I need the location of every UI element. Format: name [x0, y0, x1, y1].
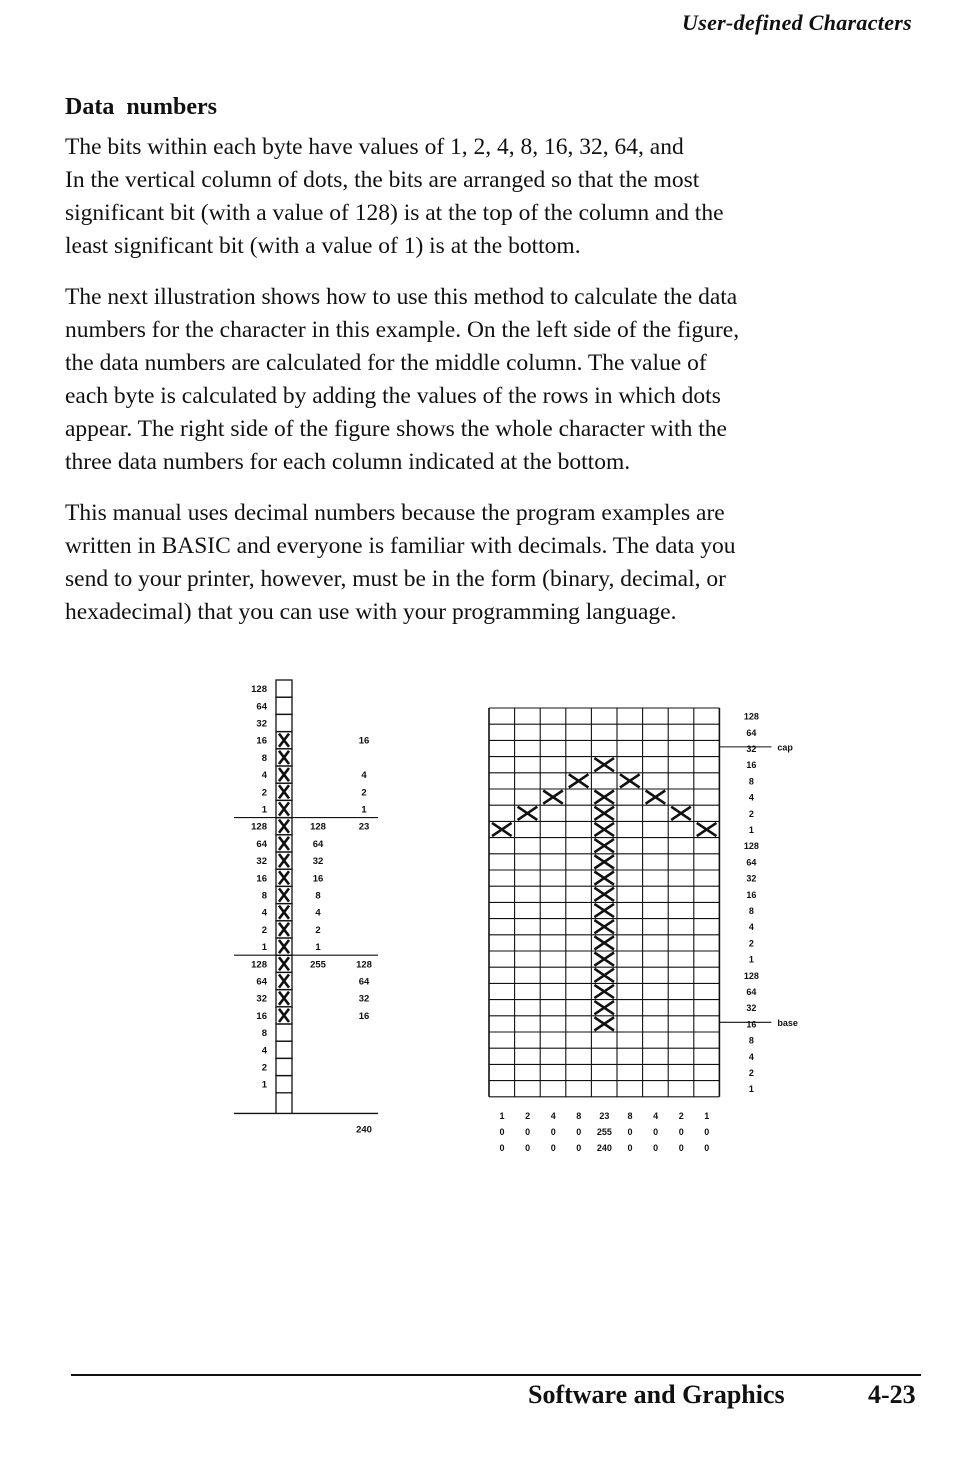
character-figure — [0, 660, 954, 1220]
column-data-number: 0 — [678, 1142, 684, 1153]
section-heading: Data numbers — [65, 94, 218, 120]
bit-value-label: 2 — [748, 938, 754, 949]
column-data-number: 0 — [653, 1126, 659, 1137]
dot-x-mark — [620, 774, 640, 787]
cap-label: cap — [777, 742, 793, 753]
column-data-number: 23 — [599, 1110, 610, 1121]
dot-x-mark — [594, 953, 614, 966]
bit-value-label: 8 — [261, 752, 267, 764]
dot-x-mark — [594, 936, 614, 949]
dot-x-mark — [594, 904, 614, 917]
text-line: The next illustration shows how to use this method to calculate the data — [65, 284, 738, 310]
column-data-number: 0 — [704, 1126, 710, 1137]
bit-value-label: 64 — [746, 987, 757, 997]
dot-x-mark — [594, 969, 614, 982]
column-data-number: 0 — [704, 1142, 710, 1153]
bit-value-label: 2 — [748, 808, 754, 819]
text-line: three data numbers for each column indicated at the bottom. — [65, 449, 631, 475]
bit-value-label: 8 — [261, 890, 267, 902]
byte-sum-label: 16 — [358, 735, 370, 747]
dot-x-mark — [646, 791, 666, 804]
footer-page-number: 4-23 — [868, 1380, 916, 1409]
column-data-number: 0 — [627, 1142, 633, 1153]
bit-value-label: 2 — [748, 1068, 754, 1078]
bit-value-label: 4 — [748, 1051, 754, 1062]
dot-x-mark — [279, 888, 289, 901]
bit-value-label: 1 — [748, 1084, 754, 1095]
byte-sum-label: 128 — [356, 959, 372, 971]
paragraph-decimal — [65, 497, 915, 629]
bit-cell — [276, 1024, 292, 1041]
byte-sum-label: 32 — [358, 993, 370, 1005]
bit-value-label: 1 — [748, 954, 754, 965]
bit-value-label: 128 — [743, 841, 759, 852]
text-line: This manual uses decimal numbers because the program examples are — [65, 500, 725, 526]
dot-x-mark — [671, 807, 691, 820]
footer-section-title: Software and Graphics — [528, 1380, 785, 1409]
dot-x-mark — [594, 855, 614, 868]
byte-sum-label: 2 — [361, 787, 367, 799]
dot-x-mark — [279, 871, 289, 884]
byte-sum-label: 4 — [315, 907, 321, 919]
dot-x-mark — [492, 823, 512, 836]
text-line: least significant bit (with a value of 1) is at the bottom. — [65, 233, 581, 259]
footer-rule — [71, 1374, 921, 1376]
dot-x-mark — [279, 1009, 289, 1022]
dot-x-mark — [594, 1017, 614, 1030]
dot-x-mark — [279, 802, 289, 815]
dot-x-mark — [279, 820, 289, 833]
bit-value-label: 64 — [746, 727, 757, 738]
byte-sum-label: 2 — [315, 924, 321, 936]
dot-x-mark — [279, 906, 289, 919]
dot-x-mark — [279, 923, 289, 936]
dot-x-mark — [279, 751, 289, 764]
bit-value-label: 1 — [261, 942, 267, 954]
byte-sum-label: 4 — [361, 770, 367, 782]
column-data-number: 8 — [627, 1110, 633, 1121]
column-data-number: 0 — [678, 1126, 684, 1137]
text-line: the data numbers are calculated for the middle column. The value of — [65, 350, 707, 376]
bit-value-label: 16 — [746, 760, 757, 771]
bit-value-label: 16 — [256, 1010, 267, 1022]
bit-value-label: 16 — [746, 1019, 757, 1030]
dot-x-mark — [594, 823, 614, 836]
text-line: each byte is calculated by adding the values of the rows in which dots — [65, 383, 721, 409]
dot-x-mark — [594, 758, 614, 771]
bit-cell — [276, 1058, 292, 1075]
byte-sum-label: 128 — [310, 821, 326, 833]
byte-sum-label: 1 — [315, 942, 321, 954]
column-data-number: 0 — [653, 1142, 659, 1153]
column-data-number: 1 — [499, 1110, 505, 1121]
bit-value-label: 64 — [746, 857, 757, 868]
dot-x-mark — [279, 837, 289, 850]
bit-value-label: 4 — [748, 792, 754, 803]
bit-value-label: 128 — [251, 684, 267, 696]
bit-value-label: 128 — [743, 711, 759, 722]
bit-value-label: 2 — [261, 787, 267, 799]
character-grid-diagram — [489, 708, 798, 1153]
column-data-number: 0 — [627, 1126, 633, 1137]
byte-sum-label: 32 — [312, 856, 324, 868]
dot-x-mark — [279, 768, 289, 781]
dot-x-mark — [594, 920, 614, 933]
dot-x-mark — [543, 791, 563, 804]
bit-value-label: 8 — [748, 906, 754, 916]
column-data-number: 0 — [499, 1142, 505, 1153]
bit-value-label: 8 — [748, 776, 754, 787]
dot-x-mark — [594, 985, 614, 998]
bit-value-label: 64 — [256, 838, 267, 850]
dot-x-mark — [569, 774, 589, 787]
column-data-number: 0 — [576, 1142, 582, 1153]
text-line: send to your printer, however, must be in the form (binary, decimal, or — [65, 566, 726, 592]
column-data-number: 0 — [576, 1126, 582, 1137]
running-head: User-defined Characters — [682, 10, 912, 35]
dot-x-mark — [279, 854, 289, 867]
column-data-number: 4 — [550, 1110, 556, 1121]
bit-value-label: 32 — [746, 744, 757, 754]
bit-value-label: 32 — [746, 1003, 757, 1014]
byte-sum-label: 8 — [315, 890, 321, 902]
text-line: written in BASIC and everyone is familiar with decimals. The data you — [65, 533, 736, 559]
dot-x-mark — [279, 992, 289, 1005]
column-data-number: 0 — [525, 1126, 531, 1137]
dot-x-mark — [594, 1001, 614, 1014]
byte-sum-label: 255 — [310, 959, 326, 971]
column-data-number: 2 — [678, 1110, 684, 1121]
bit-value-label: 128 — [251, 821, 267, 833]
bit-value-label: 4 — [261, 907, 267, 919]
column-data-number: 8 — [576, 1110, 582, 1121]
bit-value-label: 64 — [256, 701, 267, 713]
dot-x-mark — [594, 872, 614, 885]
column-data-number: 0 — [525, 1142, 531, 1153]
dot-x-mark — [279, 940, 289, 953]
bit-value-label: 128 — [743, 970, 759, 981]
bit-value-label: 4 — [748, 922, 754, 933]
dot-x-mark — [594, 791, 614, 804]
bit-value-label: 8 — [748, 1035, 754, 1046]
byte-sum-label: 240 — [356, 1124, 372, 1136]
bit-value-label: 32 — [256, 856, 267, 868]
bit-value-label: 2 — [261, 1062, 267, 1074]
text-line: hexadecimal) that you can use with your programming language. — [65, 599, 677, 625]
bit-cell — [276, 680, 292, 697]
bit-value-label: 64 — [256, 976, 267, 988]
paragraph-illustration — [65, 281, 915, 479]
bit-value-label: 4 — [261, 1045, 267, 1057]
byte-sum-label: 64 — [312, 838, 324, 850]
bit-value-label: 32 — [256, 993, 267, 1005]
text-line: significant bit (with a value of 128) is at the top of the column and the — [65, 200, 724, 226]
bit-cell — [276, 697, 292, 714]
column-data-number: 1 — [704, 1110, 710, 1121]
dot-x-mark — [594, 888, 614, 901]
column-data-number: 240 — [596, 1142, 612, 1153]
dot-x-mark — [279, 974, 289, 987]
bit-value-label: 32 — [256, 718, 267, 730]
byte-sum-label: 64 — [358, 976, 370, 988]
text-line: numbers for the character in this example. On the left side of the figure, — [65, 317, 740, 343]
bit-value-label: 16 — [256, 735, 267, 747]
bit-value-label: 2 — [261, 924, 267, 936]
column-data-number: 255 — [596, 1126, 612, 1137]
text-line: In the vertical column of dots, the bits are arranged so that the most — [65, 167, 700, 193]
column-data-number: 0 — [550, 1142, 556, 1153]
bit-value-label: 128 — [251, 959, 267, 971]
byte-sum-label: 16 — [358, 1010, 370, 1022]
bit-value-label: 32 — [746, 873, 757, 884]
bit-cell — [276, 1041, 292, 1058]
paragraph-bit-values — [65, 131, 915, 263]
bit-cell — [276, 1076, 292, 1093]
column-data-number: 2 — [525, 1110, 531, 1121]
byte-sum-label: 16 — [312, 873, 324, 885]
dot-x-mark — [594, 807, 614, 820]
bit-value-label: 16 — [746, 889, 757, 900]
bit-value-label: 16 — [256, 873, 267, 885]
text-line: The bits within each byte have values of 1, 2, 4, 8, 16, 32, 64, and — [65, 134, 684, 160]
dot-x-mark — [594, 839, 614, 852]
base-label: base — [777, 1017, 798, 1028]
bit-value-label: 4 — [261, 770, 267, 782]
dot-x-mark — [279, 785, 289, 798]
column-data-number: 4 — [653, 1110, 659, 1121]
dot-x-mark — [279, 734, 289, 747]
dot-x-mark — [518, 807, 538, 820]
bit-value-label: 1 — [261, 1079, 267, 1091]
left-column-diagram — [234, 680, 378, 1135]
text-line: appear. The right side of the figure shows the whole character with the — [65, 416, 727, 442]
bit-value-label: 1 — [261, 804, 267, 816]
dot-x-mark — [697, 823, 717, 836]
column-data-number: 0 — [550, 1126, 556, 1137]
dot-x-mark — [279, 957, 289, 970]
bit-value-label: 8 — [261, 1028, 267, 1040]
byte-sum-label: 1 — [361, 804, 367, 816]
bit-value-label: 1 — [748, 825, 754, 835]
bit-cell — [276, 714, 292, 731]
column-data-number: 0 — [499, 1126, 505, 1137]
byte-sum-label: 23 — [358, 821, 370, 833]
